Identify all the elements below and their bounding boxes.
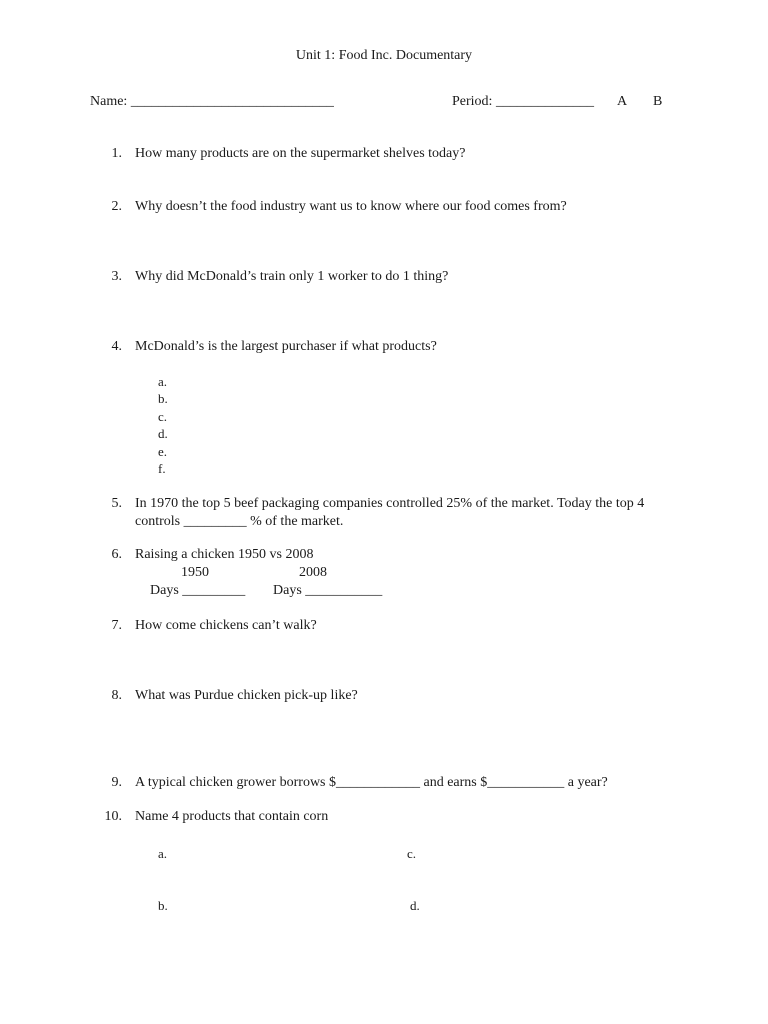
question-text: Raising a chicken 1950 vs 2008: [135, 547, 314, 562]
question-number: 6.: [111, 547, 122, 562]
name-field: Name: _____________________________: [90, 94, 334, 109]
question-number: 9.: [111, 775, 122, 790]
question-text: McDonald’s is the largest purchaser if what products?: [135, 339, 437, 354]
question-text: Why doesn’t the food industry want us to know where our food comes from?: [135, 199, 567, 214]
question-number: 7.: [111, 618, 122, 633]
answer-letter: b.: [158, 391, 168, 406]
question-text: How many products are on the supermarket shelves today?: [135, 146, 466, 161]
answer-letter: d.: [410, 898, 420, 913]
question-number: 10.: [104, 809, 122, 824]
year-label: 1950: [181, 565, 209, 580]
question-text: Why did McDonald’s train only 1 worker to do 1 thing?: [135, 269, 449, 284]
days-blank: Days _________: [150, 583, 246, 598]
answer-letter: c.: [158, 409, 168, 424]
question-number: 2.: [111, 199, 122, 214]
period-option-b: B: [653, 94, 663, 109]
question-text: In 1970 the top 5 beef packaging companies controlled 25% of the market. Today the top 4: [135, 496, 645, 511]
answer-letter: c.: [407, 846, 417, 861]
question-text: What was Purdue chicken pick-up like?: [135, 688, 358, 703]
answer-letter: a.: [158, 846, 168, 861]
question-number: 1.: [111, 146, 122, 161]
answer-letter: d.: [158, 426, 168, 441]
answer-letter: e.: [158, 444, 168, 459]
period-option-a: A: [617, 94, 628, 109]
year-label: 2008: [299, 565, 327, 580]
question-text: How come chickens can’t walk?: [135, 618, 317, 633]
days-blank: Days ___________: [273, 583, 383, 598]
question-number: 3.: [111, 269, 122, 284]
answer-letter: b.: [158, 898, 168, 913]
answer-letter: a.: [158, 374, 168, 389]
question-text: Name 4 products that contain corn: [135, 809, 329, 824]
question-number: 8.: [111, 688, 122, 703]
period-field: Period: ______________: [452, 94, 594, 109]
question-text-continued: controls _________ % of the market.: [135, 514, 344, 529]
question-text: A typical chicken grower borrows $____________ and earns $___________ a year?: [135, 775, 608, 790]
answer-letter: f.: [158, 461, 166, 476]
question-number: 4.: [111, 339, 122, 354]
question-number: 5.: [111, 496, 122, 511]
page-title: Unit 1: Food Inc. Documentary: [295, 48, 473, 63]
